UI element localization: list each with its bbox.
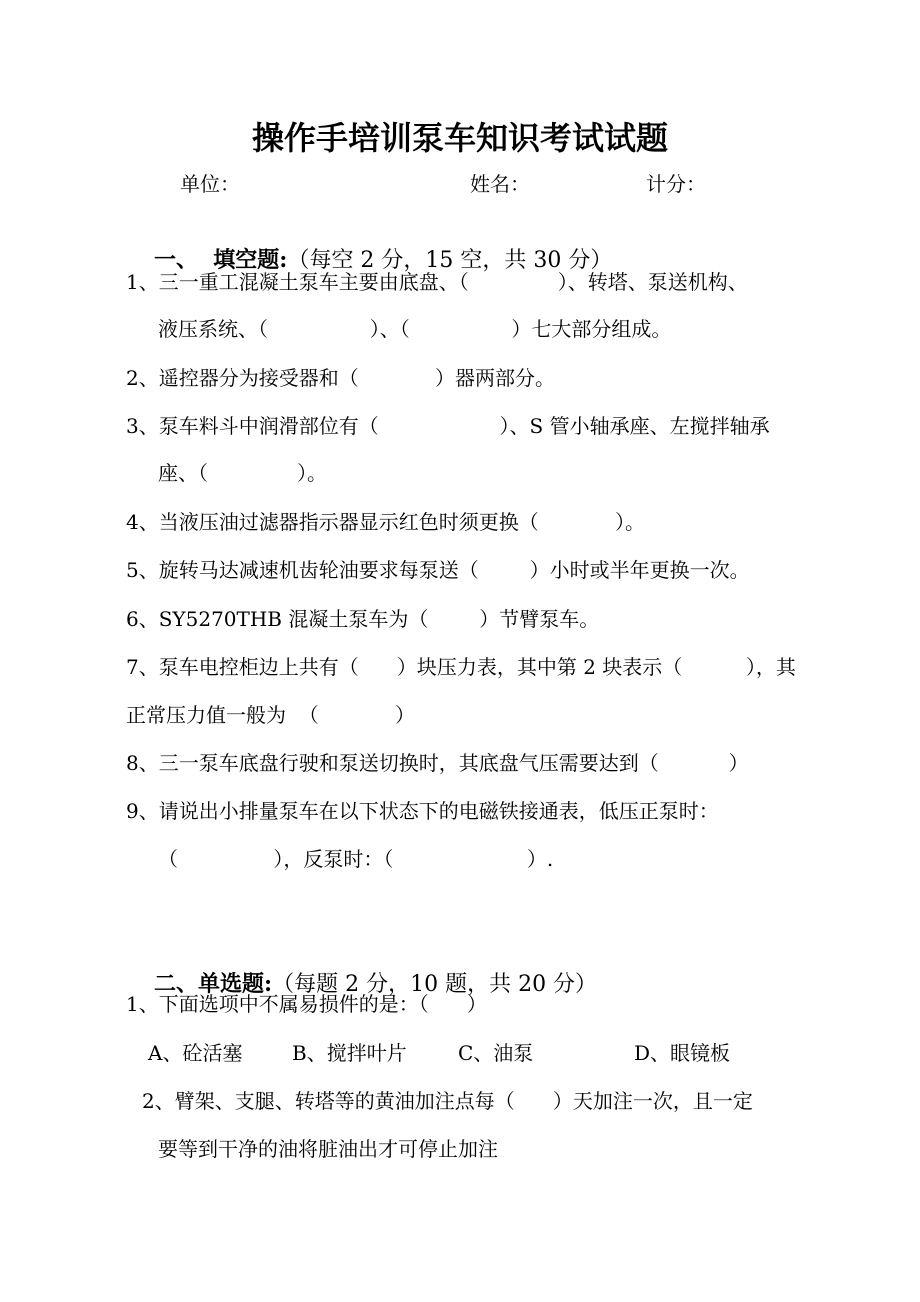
fill-line-6: 4、当液压油过滤器指示器显示红色时须更换（ ）。 [126, 510, 646, 534]
option-c: C、油泵 [458, 1041, 534, 1065]
question-1: 1、下面选项中不属易损件的是：（ ） [126, 992, 487, 1016]
question-2-line-2: 要等到干净的油将脏油出才可停止加注 [158, 1137, 498, 1161]
fill-line-1: 1、三一重工混凝土泵车主要由底盘、（ ）、转塔、泵送机构、 [126, 270, 748, 294]
option-a: A、砼活塞 [148, 1041, 243, 1065]
fill-line-9: 7、泵车电控柜边上共有（ ）块压力表，其中第 2 块表示（ ），其 [126, 655, 796, 679]
page-title: 操作手培训泵车知识考试试题 [251, 119, 668, 157]
fill-line-11: 8、三一泵车底盘行驶和泵送切换时，其底盘气压需要达到（ ） [126, 751, 749, 775]
option-d: D、眼镜板 [634, 1041, 731, 1065]
fill-line-4: 3、泵车料斗中润滑部位有（ ）、S 管小轴承座、左搅拌轴承 [126, 414, 770, 438]
section2-heading: 二、单选题: [153, 971, 273, 997]
section1-note: （每空 2 分，15 空，共 30 分） [287, 248, 613, 273]
fill-line-12: 9、请说出小排量泵车在以下状态下的电磁铁接通表，低压正泵时： [126, 799, 719, 823]
fill-line-2: 液压系统、（ ）、（ ）七大部分组成。 [158, 317, 672, 341]
question-2-line-1: 2、臂架、支腿、转塔等的黄油加注点每（ ）天加注一次，且一定 [142, 1089, 753, 1113]
fill-line-3: 2、遥控器分为接受器和（ ）器两部分。 [126, 366, 556, 390]
fill-line-10: 正常压力值一般为 （ ） [126, 703, 416, 727]
fill-line-13: （ ），反泵时：（ ）. [158, 847, 554, 871]
fill-line-5: 座、（ ）。 [158, 461, 328, 485]
section2-note: （每题 2 分，10 题，共 20 分） [272, 972, 598, 997]
fill-line-8: 6、SY5270THB 混凝土泵车为（ ）节臂泵车。 [126, 607, 600, 631]
name-label: 姓名： [470, 172, 530, 196]
unit-label: 单位： [180, 172, 240, 196]
fill-line-7: 5、旋转马达减速机齿轮油要求每泵送（ ）小时或半年更换一次。 [126, 558, 750, 582]
score-label: 计分： [646, 172, 706, 196]
section1-heading: 一、 填空题: [153, 247, 288, 273]
option-b: B、搅拌叶片 [292, 1041, 407, 1065]
